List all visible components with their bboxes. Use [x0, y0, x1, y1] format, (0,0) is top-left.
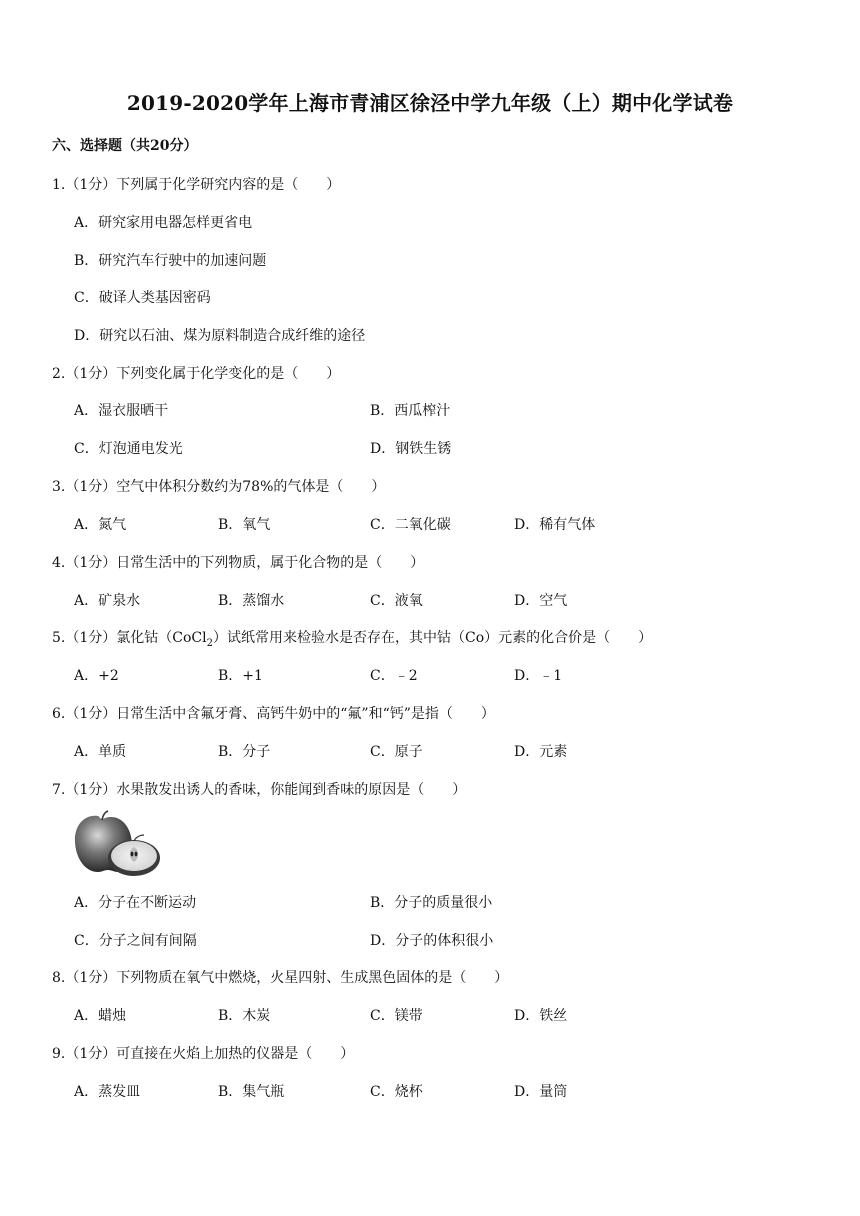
q6-option-d: D．元素 [514, 744, 568, 760]
section-heading: 六、选择题（共20分） [52, 138, 198, 154]
q7-option-b: B．分子的质量很小 [370, 895, 493, 911]
q5-stem-subscript: 2 [206, 637, 213, 649]
question-3-stem: 3.（1分）空气中体积分数约为78%的气体是（ ） [52, 479, 386, 495]
q1-option-c: C．破译人类基因密码 [74, 290, 211, 306]
question-8-stem: 8.（1分）下列物质在氧气中燃烧，火星四射、生成黑色固体的是（ ） [52, 970, 509, 986]
exam-title: 2019-2020学年上海市青浦区徐泾中学九年级（上）期中化学试卷 [126, 91, 734, 115]
q5-stem-part1: 5.（1分）氯化钴（CoCl [52, 630, 207, 646]
q5-option-a: A．+2 [74, 668, 119, 684]
q6-option-c: C．原子 [370, 744, 423, 760]
q3-option-b: B．氧气 [218, 517, 271, 533]
question-1-stem: 1.（1分）下列属于化学研究内容的是（ ） [52, 177, 341, 193]
q6-option-a: A．单质 [74, 744, 127, 760]
q4-option-c: C．液氧 [370, 593, 423, 609]
q2-option-a: A．湿衣服晒干 [74, 403, 169, 419]
q1-option-a: A．研究家用电器怎样更省电 [74, 215, 253, 231]
q5-option-b: B．+1 [218, 668, 263, 684]
q7-option-d: D．分子的体积很小 [370, 933, 494, 949]
q8-option-d: D．铁丝 [514, 1008, 568, 1024]
q4-option-b: B．蒸馏水 [218, 593, 285, 609]
q9-option-a: A．蒸发皿 [74, 1084, 141, 1100]
q3-option-d: D．稀有气体 [514, 517, 596, 533]
q8-option-b: B．木炭 [218, 1008, 271, 1024]
q8-option-c: C．镁带 [370, 1008, 423, 1024]
question-5-stem [52, 628, 652, 654]
q5-option-c: C．﹣2 [370, 668, 418, 684]
q3-option-a: A．氮气 [74, 517, 127, 533]
question-9-stem: 9.（1分）可直接在火焰上加热的仪器是（ ） [52, 1046, 355, 1062]
apple-image [72, 810, 162, 880]
q1-option-d: D．研究以石油、煤为原料制造合成纤维的途径 [74, 328, 366, 344]
q2-option-c: C．灯泡通电发光 [74, 441, 183, 457]
q5-stem-part2: ）试纸常用来检验水是否存在，其中钴（Co）元素的化合价是（ ） [212, 630, 653, 646]
q6-option-b: B．分子 [218, 744, 271, 760]
q3-option-c: C．二氧化碳 [370, 517, 451, 533]
q9-option-b: B．集气瓶 [218, 1084, 285, 1100]
question-7-stem: 7.（1分）水果散发出诱人的香味，你能闻到香味的原因是（ ） [52, 782, 467, 798]
q9-option-c: C．烧杯 [370, 1084, 423, 1100]
q4-option-a: A．矿泉水 [74, 593, 141, 609]
q8-option-a: A．蜡烛 [74, 1008, 127, 1024]
q2-option-d: D．钢铁生锈 [370, 441, 452, 457]
q1-option-b: B．研究汽车行驶中的加速问题 [74, 253, 267, 269]
q2-option-b: B．西瓜榨汁 [370, 403, 451, 419]
q4-option-d: D．空气 [514, 593, 568, 609]
question-2-stem: 2.（1分）下列变化属于化学变化的是（ ） [52, 366, 341, 382]
q7-option-c: C．分子之间有间隔 [74, 933, 197, 949]
q5-option-d: D．﹣1 [514, 668, 563, 684]
question-4-stem: 4.（1分）日常生活中的下列物质，属于化合物的是（ ） [52, 555, 425, 571]
question-6-stem: 6.（1分）日常生活中含氟牙膏、高钙牛奶中的“氟”和“钙”是指（ ） [52, 706, 495, 722]
q9-option-d: D．量筒 [514, 1084, 568, 1100]
q7-option-a: A．分子在不断运动 [74, 895, 197, 911]
